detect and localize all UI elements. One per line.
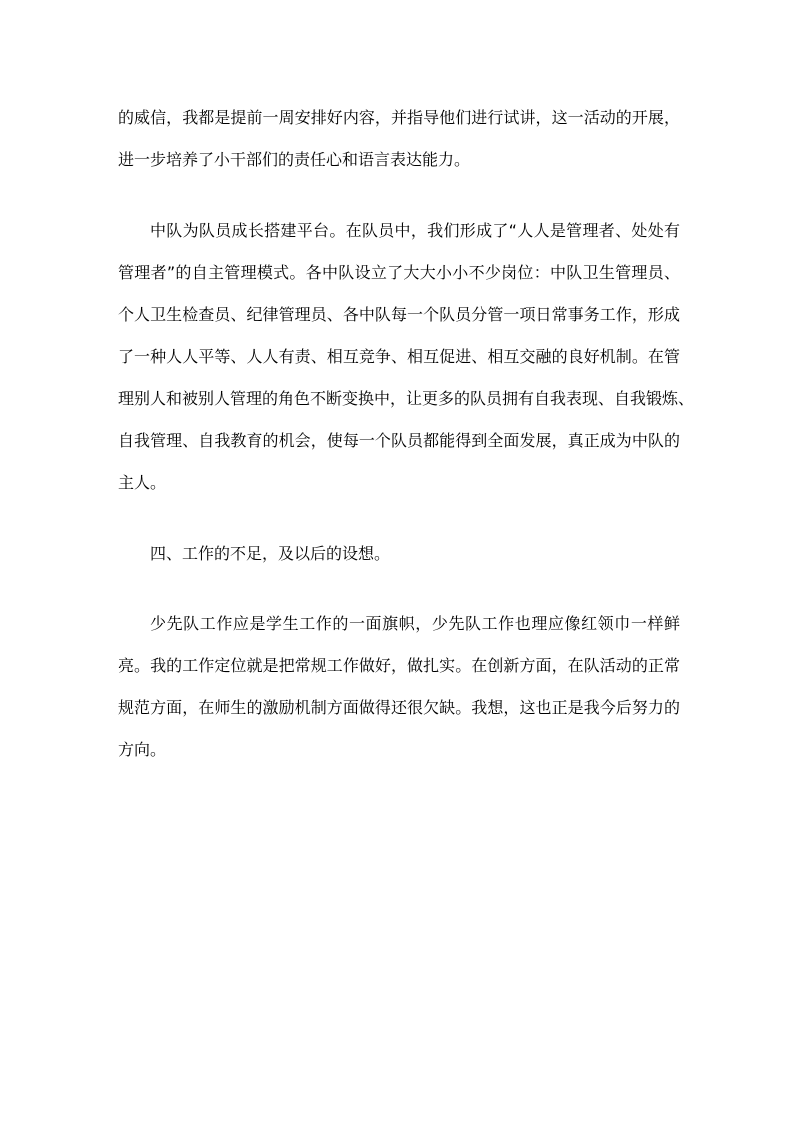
paragraph-spacer (118, 497, 680, 540)
paragraph-line: 少先队工作应是学生工作的一面旗帜，少先队工作也理应像红领巾一样鲜 (150, 614, 680, 633)
paragraph-line: 亮。我的工作定位就是把常规工作做好，做扎实。在创新方面，在队活动的正常 (118, 656, 680, 675)
paragraph-line: 个人卫生检查员、纪律管理员、各中队每一个队员分管一项日常事务工作，形成 (118, 305, 680, 324)
paragraph-line: 的威信，我都是提前一周安排好内容，并指导他们进行试讲，这一活动的开展， (118, 108, 680, 127)
paragraph-line: 自我管理、自我教育的机会，使每一个队员都能得到全面发展，真正成为中队的 (118, 431, 680, 450)
paragraph-line: 中队为队员成长搭建平台。在队员中，我们形成了“人人是管理者、处处有 (150, 221, 680, 240)
paragraph-line: 管理者”的自主管理模式。各中队设立了大大小小不少岗位：中队卫生管理员、 (118, 263, 680, 282)
paragraph-2 (118, 217, 695, 497)
paragraph-line: 主人。 (118, 473, 167, 492)
paragraph-line: 规范方面，在师生的激励机制方面做得还很欠缺。我想，这也正是我今后努力的 (118, 698, 680, 717)
paragraph-4 (118, 610, 680, 764)
paragraph-line: 方向。 (118, 740, 167, 759)
section-heading (118, 540, 680, 568)
document-page (118, 104, 695, 764)
heading-line: 四、工作的不足，及以后的设想。 (150, 544, 391, 563)
paragraph-line: 进一步培养了小干部们的责任心和语言表达能力。 (118, 150, 471, 169)
paragraph-spacer (118, 568, 680, 610)
paragraph-line: 理别人和被别人管理的角色不断变换中，让更多的队员拥有自我表现、自我锻炼、 (118, 389, 695, 408)
paragraph-1 (118, 104, 680, 174)
paragraph-line: 了一种人人平等、人人有责、相互竞争、相互促进、相互交融的良好机制。在管 (118, 347, 680, 366)
paragraph-spacer (118, 174, 680, 217)
